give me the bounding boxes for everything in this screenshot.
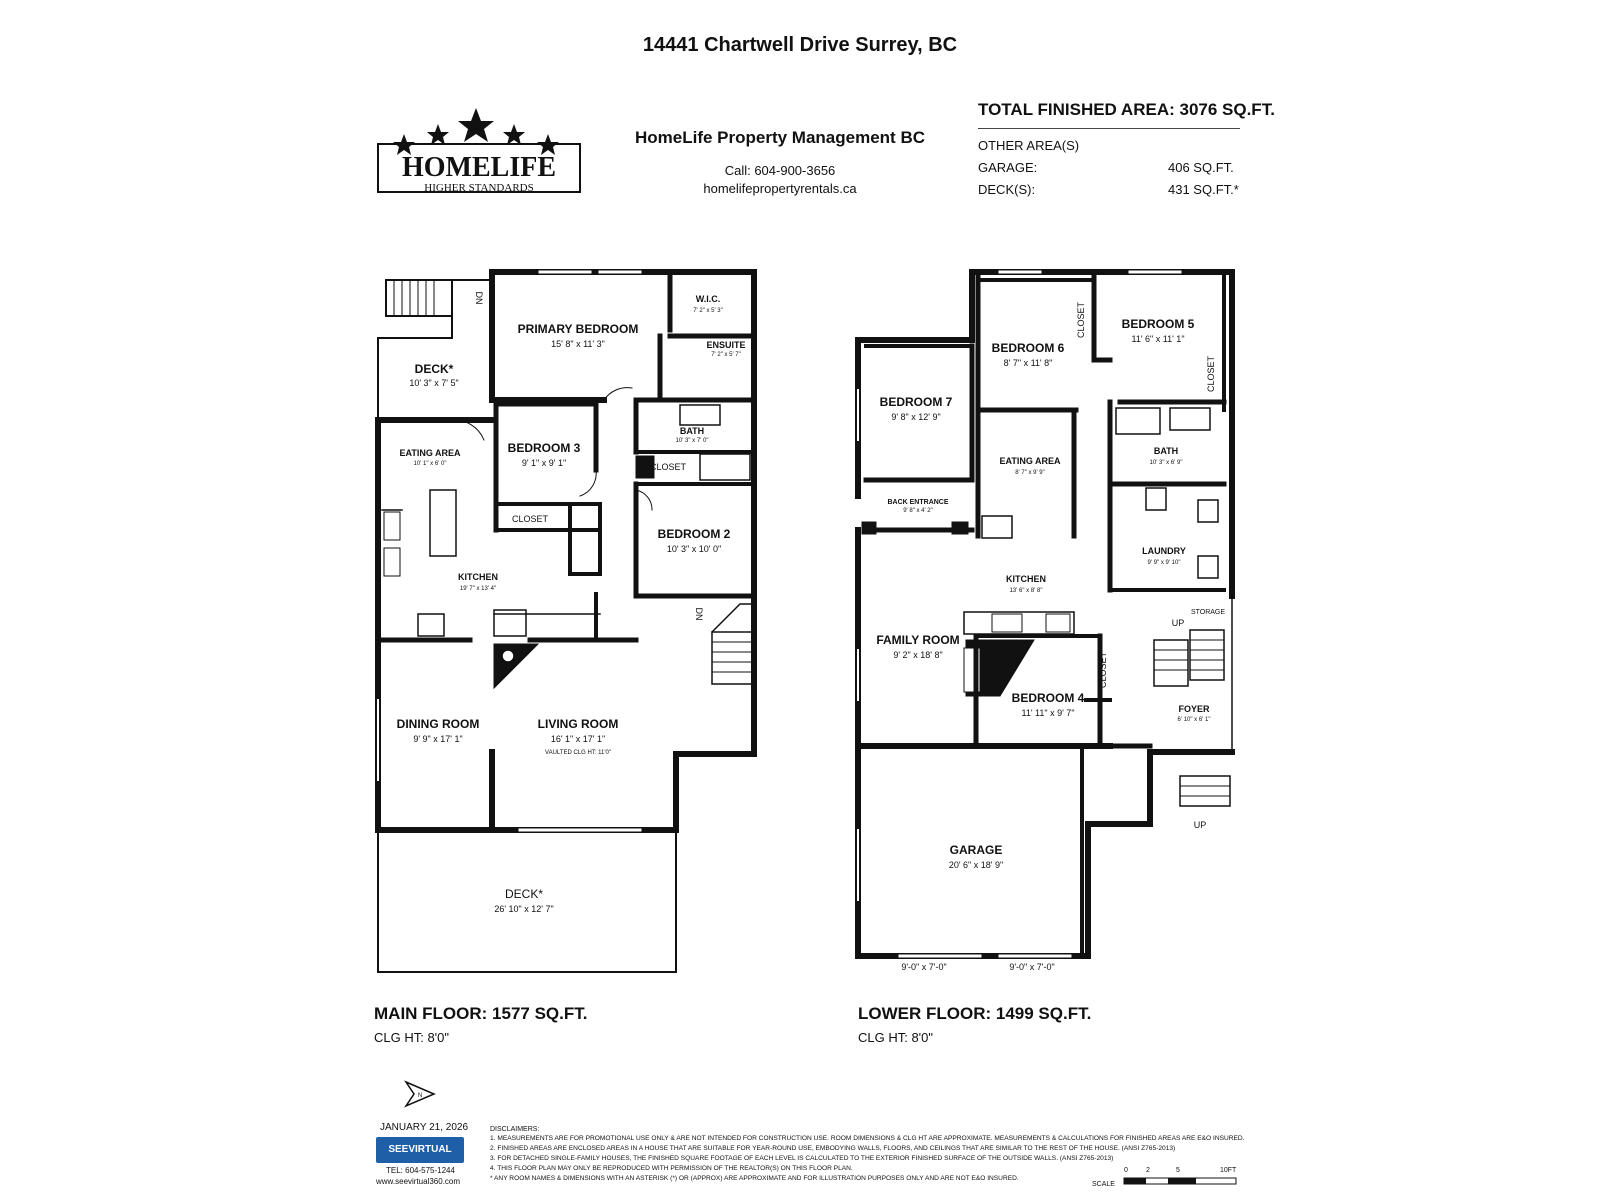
storage-name: STORAGE — [1190, 609, 1226, 616]
main-kitchen-name: KITCHEN — [458, 572, 498, 582]
disclaimer-line: 1. MEASUREMENTS ARE FOR PROMOTIONAL USE ONLY & ARE NOT INTENDED FOR CONSTRUCTION USE. ROOM DIMENSIONS & CLG HT ARE APPROXIMATE. MEASUREMENTS & CALCULATIONS FOR FINISHED AREAS ARE E&O INSURED. — [490, 1135, 1245, 1142]
agency-name: HomeLife Property Management BC — [635, 128, 925, 147]
main-deck-bottom-dim: 26' 10" x 12' 7" — [494, 904, 554, 914]
deck-area-label: DECK(S): — [978, 182, 1036, 197]
disclaimer-line: 3. FOR DETACHED SINGLE-FAMILY HOUSES, THE FINISHED SQUARE FOOTAGE OF EACH LEVEL IS CALCULATED TO THE EXTERIOR FINISHED SURFACE OF THE OUTSIDE WALLS. (ANSI Z765-2013) — [490, 1155, 1114, 1162]
seevirtual-tel: TEL: 604-575-1244 — [386, 1166, 455, 1175]
bedroom5-name: BEDROOM 5 — [1121, 317, 1195, 331]
main-deck-top-dim: 10' 3" x 7' 5" — [409, 378, 459, 388]
main-floor-label: MAIN FLOOR: 1577 SQ.FT. — [374, 1004, 588, 1023]
living-room-name: LIVING ROOM — [537, 717, 619, 731]
garage-area-value: 406 SQ.FT. — [1168, 160, 1234, 175]
laundry-dim: 9' 9" x 9' 10" — [1147, 560, 1181, 566]
agency-website: homelifepropertyrentals.ca — [703, 181, 857, 196]
disclaimer-title: DISCLAIMERS: — [490, 1126, 540, 1133]
lower-bath-dim: 10' 3" x 6' 9" — [1149, 460, 1183, 466]
north-arrow-icon — [406, 1082, 434, 1106]
main-kitchen-dim: 19' 7" x 13' 4" — [459, 586, 497, 592]
other-areas-heading: OTHER AREA(S) — [978, 138, 1080, 153]
main-floor-ceiling: CLG HT: 8'0" — [374, 1030, 450, 1045]
garage-name: GARAGE — [949, 843, 1003, 857]
main-bath-closet-label: CLOSET — [649, 462, 687, 472]
bedroom6-dim: 8' 7" x 11' 8" — [1003, 358, 1053, 368]
bedroom2-dim: 10' 3" x 10' 0" — [666, 544, 722, 554]
garage-dim: 20' 6" x 18' 9" — [948, 860, 1004, 870]
lower-up-entry: UP — [1193, 820, 1207, 830]
bedroom5-closet-label: CLOSET — [1206, 355, 1216, 393]
garage-door-1: 9'-0" x 7'-0" — [901, 962, 947, 972]
dining-room-name: DINING ROOM — [396, 717, 480, 731]
svg-text:0: 0 — [1124, 1167, 1128, 1174]
main-eating-name: EATING AREA — [399, 448, 461, 458]
main-dn-stairs: DN — [694, 607, 704, 621]
main-deck-top-name: DECK* — [414, 362, 454, 376]
main-eating-dim: 10' 1" x 6' 0" — [413, 461, 447, 467]
disclaimer-line: 2. FINISHED AREAS ARE ENCLOSED AREAS IN A HOUSE THAT ARE SUITABLE FOR YEAR-ROUND USE, EMBODYING WALLS, FLOORS, AND CEILINGS THAT ARE SIMILAR TO THE REST OF THE HOUSE. (ANSI Z765-2013) — [490, 1145, 1176, 1152]
laundry-name: LAUNDRY — [1142, 546, 1186, 556]
svg-text:5: 5 — [1176, 1167, 1180, 1174]
lower-up-stairs: UP — [1171, 618, 1185, 628]
svg-text:N: N — [417, 1093, 423, 1099]
back-entrance-name: BACK ENTRANCE — [887, 499, 949, 506]
agency-phone: Call: 604-900-3656 — [724, 163, 836, 178]
main-bath-name: BATH — [679, 426, 705, 436]
bedroom3-name: BEDROOM 3 — [507, 441, 581, 455]
main-bath-dim: 10' 3" x 7' 0" — [675, 438, 709, 444]
page-title: 14441 Chartwell Drive Surrey, BC — [642, 34, 958, 56]
svg-text:HIGHER STANDARDS: HIGHER STANDARDS — [424, 182, 534, 194]
ensuite-dim: 7' 2" x 5' 7" — [711, 352, 741, 358]
lower-floor-label: LOWER FLOOR: 1499 SQ.FT. — [858, 1004, 1092, 1023]
wic-name: W.I.C. — [695, 294, 721, 304]
svg-text:10FT: 10FT — [1220, 1167, 1237, 1174]
lower-kitchen-dim: 13' 6" x 8' 8" — [1009, 588, 1043, 594]
bedroom4-closet-label: CLOSET — [1098, 651, 1108, 689]
bedroom5-dim: 11' 6" x 11' 1" — [1131, 334, 1185, 344]
main-deck-bottom-name: DECK* — [504, 887, 544, 901]
bedroom4-dim: 11' 11" x 9' 7" — [1021, 708, 1075, 718]
bedroom6-closet-label: CLOSET — [1076, 301, 1086, 339]
scale-bar — [1092, 1167, 1237, 1188]
bedroom2-name: BEDROOM 2 — [657, 527, 731, 541]
living-room-dim: 16' 1" x 17' 1" — [550, 734, 606, 744]
primary-bedroom-name: PRIMARY BEDROOM — [517, 322, 639, 336]
dining-room-dim: 9' 9" x 17' 1" — [413, 734, 463, 744]
garage-area-label: GARAGE: — [978, 160, 1038, 175]
seevirtual-web: www.seevirtual360.com — [376, 1177, 461, 1186]
bedroom3-closet-label: CLOSET — [511, 514, 549, 524]
wic-dim: 7' 2" x 5' 3" — [693, 308, 723, 314]
lower-bath-name: BATH — [1153, 446, 1179, 456]
lower-floor-ceiling: CLG HT: 8'0" — [858, 1030, 934, 1045]
seevirtual-logo: SEEVIRTUAL — [376, 1137, 464, 1163]
lower-eating-name: EATING AREA — [999, 456, 1061, 466]
main-dn-top: DN — [474, 291, 484, 305]
bedroom7-dim: 9' 8" x 12' 9" — [891, 412, 941, 422]
foyer-name: FOYER — [1178, 704, 1210, 714]
living-room-vaulted: VAULTED CLG HT: 11'0" — [545, 750, 611, 756]
disclaimer-line: 4. THIS FLOOR PLAN MAY ONLY BE REPRODUCED WITH PERMISSION OF THE REALTOR(S) ON THIS FLOOR PLAN. — [490, 1165, 853, 1172]
family-room-dim: 9' 2" x 18' 8" — [893, 650, 943, 660]
deck-area-value: 431 SQ.FT.* — [1168, 182, 1239, 197]
lower-kitchen-name: KITCHEN — [1006, 574, 1046, 584]
lower-eating-dim: 8' 7" x 9' 9" — [1015, 470, 1045, 476]
primary-bedroom-dim: 15' 8" x 11' 3" — [551, 339, 605, 349]
bedroom6-name: BEDROOM 6 — [991, 341, 1065, 355]
bedroom3-dim: 9' 1" x 9' 1" — [521, 458, 567, 468]
svg-text:2: 2 — [1146, 1167, 1150, 1174]
svg-text:HOMELIFE: HOMELIFE — [401, 152, 557, 183]
garage-door-2: 9'-0" x 7'-0" — [1009, 962, 1055, 972]
deck-stairs — [386, 280, 452, 316]
back-entrance-dim: 9' 8" x 4' 2" — [903, 508, 933, 514]
foyer-dim: 6' 10" x 6' 1" — [1177, 717, 1211, 723]
plan-date: JANUARY 21, 2026 — [380, 1122, 469, 1133]
bedroom7-name: BEDROOM 7 — [879, 395, 953, 409]
family-room-name: FAMILY ROOM — [876, 633, 960, 647]
ensuite-name: ENSUITE — [706, 340, 746, 350]
total-finished-area: TOTAL FINISHED AREA: 3076 SQ.FT. — [978, 100, 1275, 119]
bedroom4-name: BEDROOM 4 — [1011, 691, 1085, 705]
svg-text:SCALE: SCALE — [1092, 1181, 1115, 1188]
disclaimer-line: * ANY ROOM NAMES & DIMENSIONS WITH AN ASTERISK (*) OR (APPROX) ARE APPROXIMATE AND FOR ILLUSTRATION PURPOSES ONLY AND ARE NOT E&O INSURED. — [490, 1175, 1019, 1182]
